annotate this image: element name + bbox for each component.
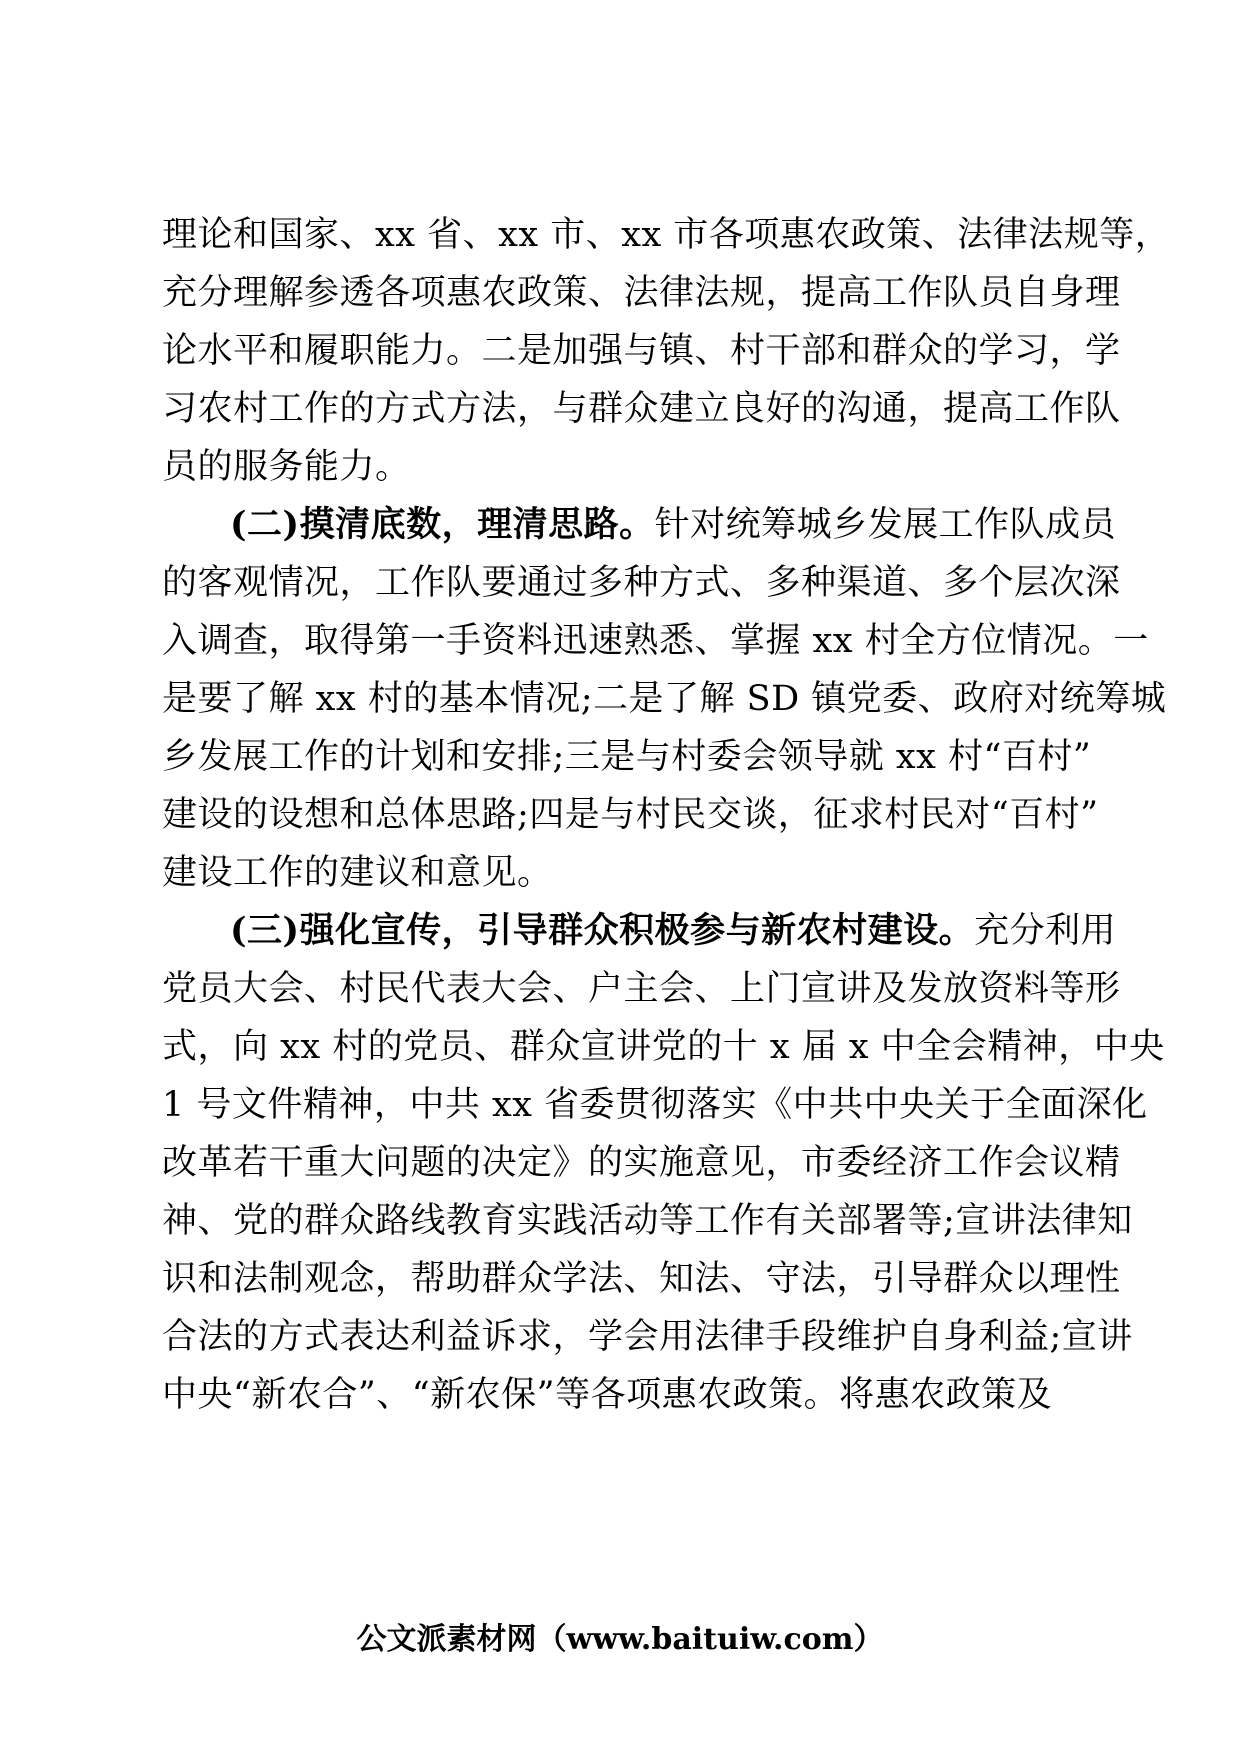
line-text: 理论和国家、xx 省、xx 市、xx 市各项惠农政策、法律法规等， xyxy=(162,215,1171,255)
line-text: 建设的设想和总体思路;四是与村民交谈，征求村民对“百村” xyxy=(162,795,1099,835)
line-text: 乡发展工作的计划和安排;三是与村委会领导就 xx 村“百村” xyxy=(162,737,1092,777)
line-text: 神、党的群众路线教育实践活动等工作有关部署等;宣讲法律知 xyxy=(162,1201,1133,1241)
body-line-11 xyxy=(162,792,1099,838)
line-text: 员的服务能力。 xyxy=(162,447,411,487)
body-line-4 xyxy=(162,386,1121,432)
body-line-12 xyxy=(162,850,1092,896)
body-line-1 xyxy=(162,212,1171,258)
body-line-9 xyxy=(162,676,1167,722)
line-text: 改革若干重大问题的决定》的实施意见，市委经济工作会议精 xyxy=(162,1143,1121,1183)
body-line-19 xyxy=(162,1256,1121,1302)
body-line-16 xyxy=(162,1082,1148,1128)
body-line-2 xyxy=(162,270,1121,316)
line-text: 识和法制观念，帮助群众学法、知法、守法，引导群众以理性 xyxy=(162,1259,1121,1299)
section-3-heading-line xyxy=(230,908,1117,954)
body-line-14 xyxy=(162,966,1121,1012)
body-line-10 xyxy=(162,734,1092,780)
line-text: 是要了解 xx 村的基本情况;二是了解 SD 镇党委、政府对统筹城 xyxy=(162,679,1167,719)
line-text: 建设工作的建议和意见。 xyxy=(162,853,553,893)
section-2-heading: (二)摸清底数，理清思路。 xyxy=(230,504,655,545)
body-line-15 xyxy=(162,1024,1165,1070)
line-text: 中央“新农合”、“新农保”等各项惠农政策。将惠农政策及 xyxy=(162,1375,1053,1415)
line-text: 1 号文件精神，中共 xx 省委贯彻落实《中共中央关于全面深化 xyxy=(162,1085,1148,1125)
footer-watermark: 公文派素材网（www.baituiw.com） xyxy=(356,1622,884,1657)
body-line-18 xyxy=(162,1198,1133,1244)
line-text: 充分理解参透各项惠农政策、法律法规，提高工作队员自身理 xyxy=(162,273,1121,313)
line-text: 论水平和履职能力。二是加强与镇、村干部和群众的学习，学 xyxy=(162,331,1121,371)
body-line-17 xyxy=(162,1140,1121,1186)
line-text: 党员大会、村民代表大会、户主会、上门宣讲及发放资料等形 xyxy=(162,969,1121,1009)
line-text: 式，向 xx 村的党员、群众宣讲党的十 x 届 x 中全会精神，中央 xyxy=(162,1027,1165,1067)
line-text: 入调查，取得第一手资料迅速熟悉、掌握 xx 村全方位情况。一 xyxy=(162,621,1149,661)
body-line-5 xyxy=(162,444,1092,490)
body-line-7 xyxy=(162,560,1121,606)
section-2-heading-line xyxy=(230,502,1117,548)
body-line-8 xyxy=(162,618,1149,664)
body-line-20 xyxy=(162,1314,1133,1360)
body-line-21 xyxy=(162,1372,1092,1418)
line-text: 的客观情况，工作队要通过多种方式、多种渠道、多个层次深 xyxy=(162,563,1121,603)
line-text: 合法的方式表达利益诉求，学会用法律手段维护自身利益;宣讲 xyxy=(162,1317,1133,1357)
line-text: 针对统筹城乡发展工作队成员 xyxy=(654,505,1117,545)
line-text: 习农村工作的方式方法，与群众建立良好的沟通，提高工作队 xyxy=(162,389,1121,429)
line-text: 充分利用 xyxy=(974,911,1117,951)
section-3-heading: (三)强化宣传，引导群众积极参与新农村建设。 xyxy=(230,910,975,951)
body-line-3 xyxy=(162,328,1121,374)
